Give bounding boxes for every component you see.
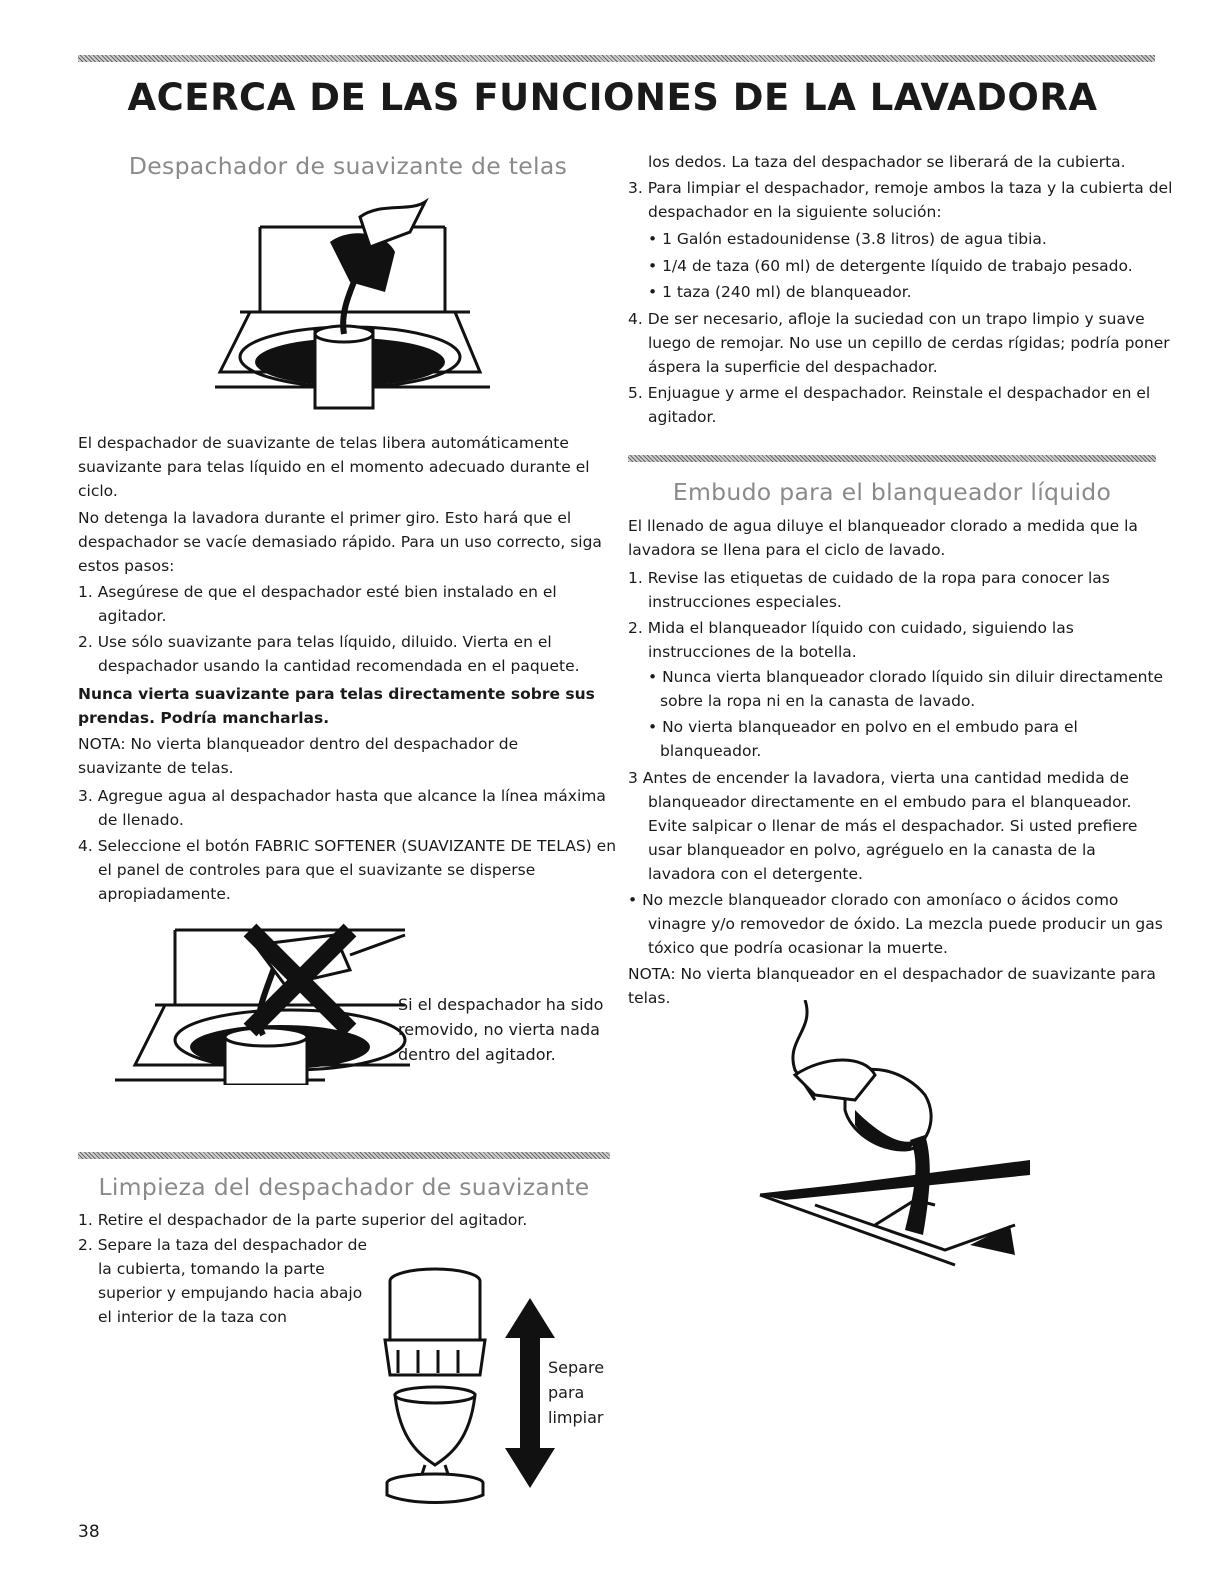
fabric-softener-note: NOTA: No vierta blanqueador dentro del despachador de suavizante de telas.: [78, 735, 519, 777]
cleaning-step3: 3. Para limpiar el despachador, remoje ambos la taza y la cubierta del despachador en la siguiente solución:: [628, 179, 1173, 221]
bleach-note: NOTA: No vierta blanqueador en el despachador de suavizante para telas.: [628, 965, 1156, 1007]
dispenser-parts-illustration: [380, 1265, 490, 1505]
cleaning-step1: 1. Retire el despachador de la parte superior del agitador.: [78, 1211, 528, 1229]
fabric-softener-step1: 1. Asegúrese de que el despachador esté bien instalado en el agitador.: [78, 583, 557, 625]
fabric-softener-step3: 3. Agregue agua al despachador hasta que alcance la línea máxima de llenado.: [78, 787, 606, 829]
cleaning-step4: 4. De ser necesario, afloje la suciedad con un trapo limpio y suave luego de remojar. No use un cepillo de cerdas rígidas; podría poner áspera la superficie del despachador.: [628, 310, 1170, 376]
cleaning-step5: 5. Enjuague y arme el despachador. Reinstale el despachador en el agitador.: [628, 384, 1151, 426]
separate-label-1: Separe: [548, 1358, 605, 1377]
page-title: ACERCA DE LAS FUNCIONES DE LA LAVADORA: [127, 76, 1098, 119]
fabric-softener-step2: 2. Use sólo suavizante para telas líquido, diluido. Vierta en el despachador usando la cantidad recomendada en el paquete.: [78, 633, 580, 675]
cleaning-step2-cont: los dedos. La taza del despachador se liberará de la cubierta.: [648, 153, 1126, 171]
bleach-bullet-2: • No vierta blanqueador en polvo en el embudo para el blanqueador.: [648, 718, 1078, 760]
solution-bullet-1: • 1 Galón estadounidense (3.8 litros) de agua tibia.: [648, 230, 1047, 248]
bleach-step2: 2. Mida el blanqueador líquido con cuidado, siguiendo las instrucciones de la botella.: [628, 619, 1074, 661]
do-not-pour-caption: Si el despachador ha sido removido, no vierta nada dentro del agitador.: [398, 995, 604, 1064]
bleach-bullet-3: • No mezcle blanqueador clorado con amoníaco o ácidos como vinagre y/o removedor de óxido. La mezcla puede producir un gas tóxico que podría ocasionar la muerte.: [628, 891, 1163, 957]
section-heading-bleach-funnel: Embudo para el blanqueador líquido: [672, 478, 1112, 506]
bleach-pour-illustration: [755, 1000, 1035, 1275]
fabric-softener-p2: No detenga la lavadora durante el primer giro. Esto hará que el despachador se vacíe demasiado rápido. Para un uso correcto, siga estos pasos:: [78, 509, 602, 575]
top-rule: [78, 55, 1155, 62]
solution-bullet-3: • 1 taza (240 ml) de blanqueador.: [648, 283, 912, 301]
solution-bullet-2: • 1/4 de taza (60 ml) de detergente líquido de trabajo pesado.: [648, 257, 1133, 275]
do-not-pour-illustration: [115, 915, 415, 1085]
cleaning-step2: 2. Separe la taza del despachador de la cubierta, tomando la parte superior y empujando hacia abajo el interior de la taza con: [78, 1236, 368, 1326]
separate-label-3: limpiar: [548, 1408, 604, 1427]
bleach-step1: 1. Revise las etiquetas de cuidado de la ropa para conocer las instrucciones especiales.: [628, 569, 1110, 611]
fabric-softener-pour-illustration: [210, 192, 495, 412]
bleach-bullet-1: • Nunca vierta blanqueador clorado líquido sin diluir directamente sobre la ropa ni en la canasta de lavado.: [648, 668, 1164, 710]
section-heading-cleaning: Limpieza del despachador de suavizante: [98, 1173, 590, 1201]
fabric-softener-step4: 4. Seleccione el botón FABRIC SOFTENER (SUAVIZANTE DE TELAS) en el panel de controles para que el suavizante se disperse apropiadamente.: [78, 837, 617, 903]
fabric-softener-intro: El despachador de suavizante de telas libera automáticamente suavizante para telas líquido en el momento adecuado durante el ciclo.: [78, 434, 590, 500]
separate-label-2: para: [548, 1383, 585, 1402]
section-divider-right: [628, 455, 1156, 462]
fabric-softener-warning: Nunca vierta suavizante para telas directamente sobre sus prendas. Podría mancharlas.: [78, 685, 595, 727]
page-number: 38: [78, 1522, 100, 1542]
section-heading-fabric-softener: Despachador de suavizante de telas: [128, 152, 568, 180]
section-divider-left: [78, 1152, 610, 1159]
bleach-step3: 3 Antes de encender la lavadora, vierta una cantidad medida de blanqueador directamente en el embudo para el blanqueador. Evite salpicar o llenar de más el despachador. Si usted prefiere usar blanqueador en polvo, agréguelo en la canasta de la lavadora con el detergente.: [628, 769, 1138, 883]
bleach-intro: El llenado de agua diluye el blanqueador clorado a medida que la lavadora se llena para el ciclo de lavado.: [628, 517, 1138, 559]
